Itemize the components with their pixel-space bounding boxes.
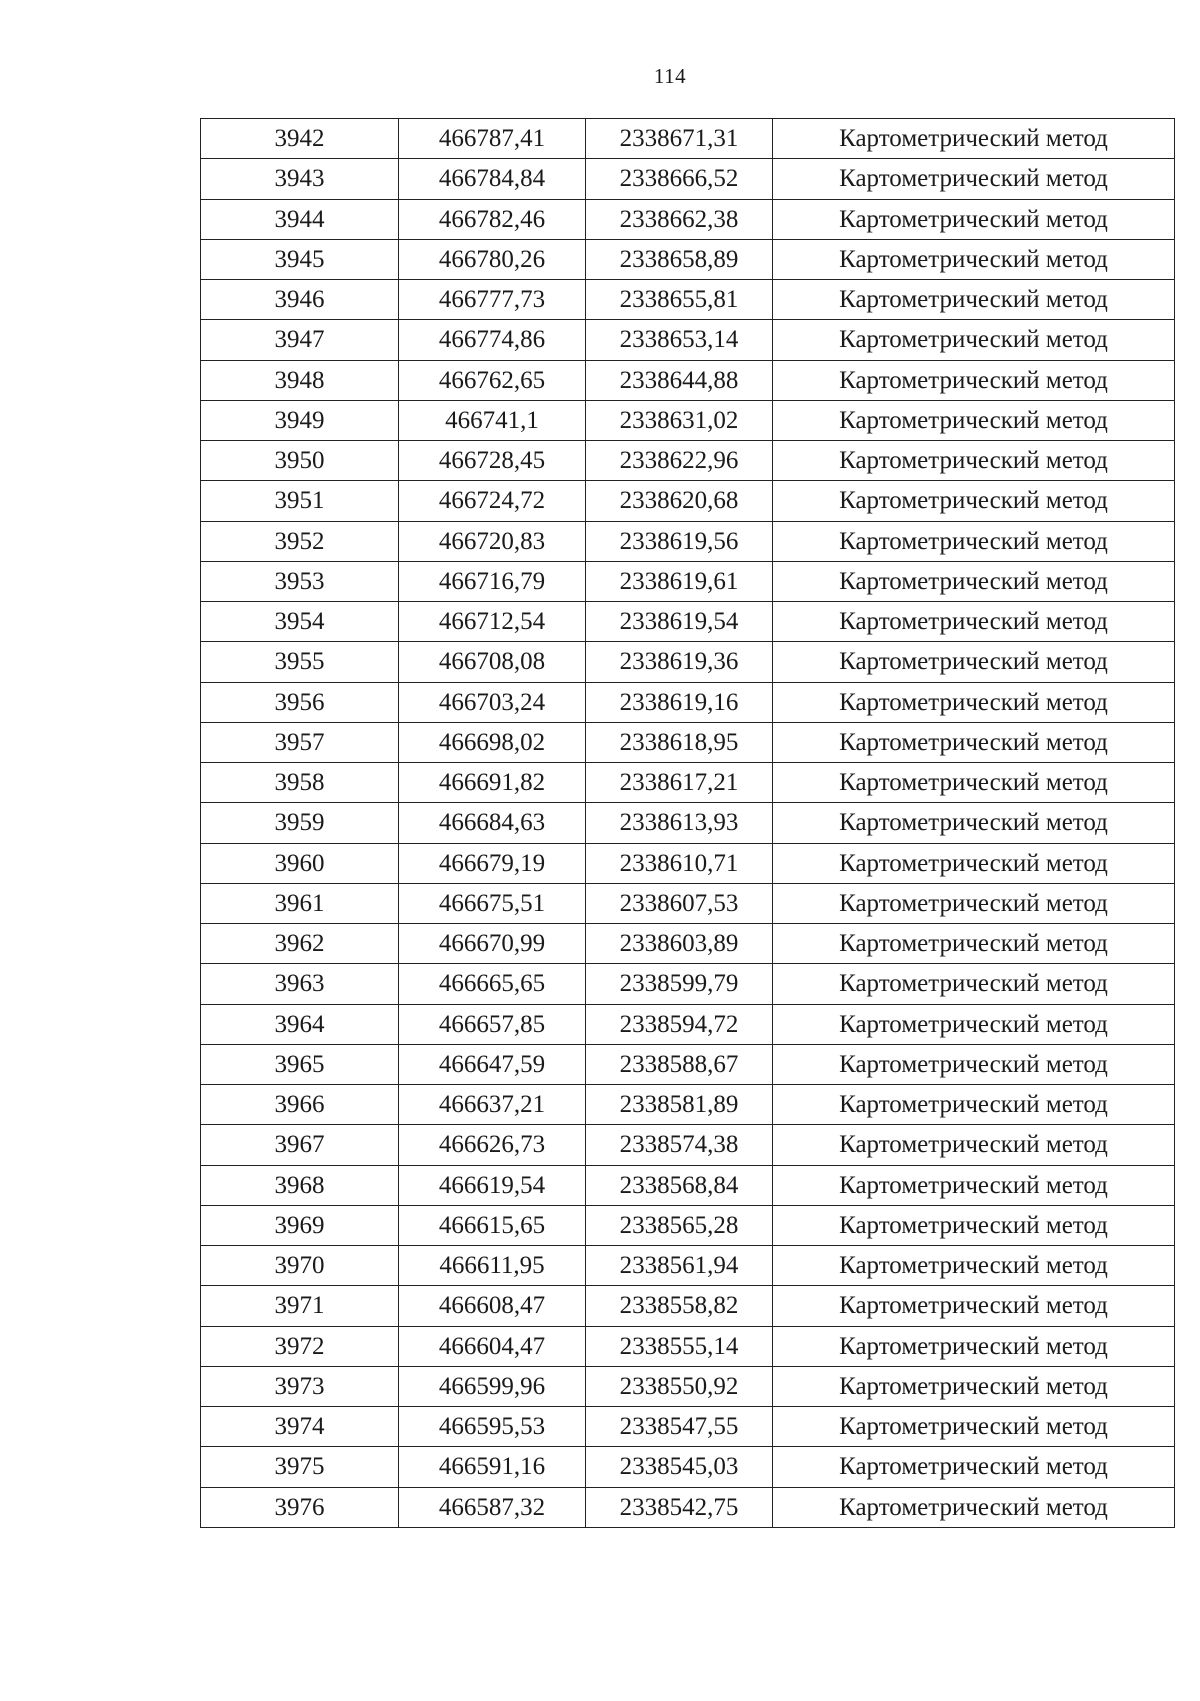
method-cell: Картометрический метод bbox=[773, 1165, 1175, 1205]
x-coordinate-cell: 466780,26 bbox=[399, 239, 586, 279]
method-cell: Картометрический метод bbox=[773, 883, 1175, 923]
x-coordinate-cell: 466657,85 bbox=[399, 1004, 586, 1044]
x-coordinate-cell: 466647,59 bbox=[399, 1044, 586, 1084]
table-row bbox=[201, 481, 1175, 521]
point-number-cell: 3971 bbox=[201, 1286, 399, 1326]
table-row bbox=[201, 924, 1175, 964]
x-coordinate-cell: 466782,46 bbox=[399, 199, 586, 239]
y-coordinate-cell: 2338620,68 bbox=[586, 481, 773, 521]
table-row bbox=[201, 763, 1175, 803]
method-cell: Картометрический метод bbox=[773, 682, 1175, 722]
y-coordinate-cell: 2338603,89 bbox=[586, 924, 773, 964]
y-coordinate-cell: 2338653,14 bbox=[586, 320, 773, 360]
y-coordinate-cell: 2338613,93 bbox=[586, 803, 773, 843]
x-coordinate-cell: 466675,51 bbox=[399, 883, 586, 923]
table-row bbox=[201, 642, 1175, 682]
table-row bbox=[201, 1004, 1175, 1044]
method-cell: Картометрический метод bbox=[773, 119, 1175, 159]
point-number-cell: 3957 bbox=[201, 722, 399, 762]
y-coordinate-cell: 2338581,89 bbox=[586, 1085, 773, 1125]
table-row bbox=[201, 722, 1175, 762]
y-coordinate-cell: 2338671,31 bbox=[586, 119, 773, 159]
y-coordinate-cell: 2338574,38 bbox=[586, 1125, 773, 1165]
method-cell: Картометрический метод bbox=[773, 1125, 1175, 1165]
x-coordinate-cell: 466619,54 bbox=[399, 1165, 586, 1205]
y-coordinate-cell: 2338662,38 bbox=[586, 199, 773, 239]
y-coordinate-cell: 2338561,94 bbox=[586, 1246, 773, 1286]
method-cell: Картометрический метод bbox=[773, 1326, 1175, 1366]
y-coordinate-cell: 2338618,95 bbox=[586, 722, 773, 762]
point-number-cell: 3959 bbox=[201, 803, 399, 843]
x-coordinate-cell: 466591,16 bbox=[399, 1447, 586, 1487]
page-number: 114 bbox=[653, 64, 687, 88]
method-cell: Картометрический метод bbox=[773, 400, 1175, 440]
x-coordinate-cell: 466708,08 bbox=[399, 642, 586, 682]
y-coordinate-cell: 2338558,82 bbox=[586, 1286, 773, 1326]
y-coordinate-cell: 2338588,67 bbox=[586, 1044, 773, 1084]
x-coordinate-cell: 466691,82 bbox=[399, 763, 586, 803]
point-number-cell: 3955 bbox=[201, 642, 399, 682]
method-cell: Картометрический метод bbox=[773, 441, 1175, 481]
y-coordinate-cell: 2338568,84 bbox=[586, 1165, 773, 1205]
table-row bbox=[201, 964, 1175, 1004]
y-coordinate-cell: 2338599,79 bbox=[586, 964, 773, 1004]
point-number-cell: 3967 bbox=[201, 1125, 399, 1165]
y-coordinate-cell: 2338607,53 bbox=[586, 883, 773, 923]
table-row bbox=[201, 1205, 1175, 1245]
method-cell: Картометрический метод bbox=[773, 159, 1175, 199]
point-number-cell: 3965 bbox=[201, 1044, 399, 1084]
x-coordinate-cell: 466762,65 bbox=[399, 360, 586, 400]
point-number-cell: 3962 bbox=[201, 924, 399, 964]
x-coordinate-cell: 466703,24 bbox=[399, 682, 586, 722]
table-row bbox=[201, 1165, 1175, 1205]
y-coordinate-cell: 2338619,61 bbox=[586, 561, 773, 601]
point-number-cell: 3969 bbox=[201, 1205, 399, 1245]
table-row bbox=[201, 1125, 1175, 1165]
method-cell: Картометрический метод bbox=[773, 924, 1175, 964]
table-row bbox=[201, 1447, 1175, 1487]
point-number-cell: 3970 bbox=[201, 1246, 399, 1286]
point-number-cell: 3972 bbox=[201, 1326, 399, 1366]
y-coordinate-cell: 2338555,14 bbox=[586, 1326, 773, 1366]
x-coordinate-cell: 466787,41 bbox=[399, 119, 586, 159]
y-coordinate-cell: 2338619,56 bbox=[586, 521, 773, 561]
point-number-cell: 3956 bbox=[201, 682, 399, 722]
method-cell: Картометрический метод bbox=[773, 803, 1175, 843]
x-coordinate-cell: 466712,54 bbox=[399, 602, 586, 642]
method-cell: Картометрический метод bbox=[773, 1085, 1175, 1125]
y-coordinate-cell: 2338617,21 bbox=[586, 763, 773, 803]
point-number-cell: 3944 bbox=[201, 199, 399, 239]
method-cell: Картометрический метод bbox=[773, 280, 1175, 320]
method-cell: Картометрический метод bbox=[773, 1246, 1175, 1286]
method-cell: Картометрический метод bbox=[773, 722, 1175, 762]
table-row bbox=[201, 199, 1175, 239]
x-coordinate-cell: 466720,83 bbox=[399, 521, 586, 561]
y-coordinate-cell: 2338565,28 bbox=[586, 1205, 773, 1245]
table-row bbox=[201, 1246, 1175, 1286]
y-coordinate-cell: 2338666,52 bbox=[586, 159, 773, 199]
x-coordinate-cell: 466774,86 bbox=[399, 320, 586, 360]
table-row bbox=[201, 602, 1175, 642]
point-number-cell: 3954 bbox=[201, 602, 399, 642]
table-row bbox=[201, 1286, 1175, 1326]
table-row bbox=[201, 883, 1175, 923]
point-number-cell: 3973 bbox=[201, 1366, 399, 1406]
method-cell: Картометрический метод bbox=[773, 602, 1175, 642]
point-number-cell: 3968 bbox=[201, 1165, 399, 1205]
y-coordinate-cell: 2338610,71 bbox=[586, 843, 773, 883]
method-cell: Картометрический метод bbox=[773, 1487, 1175, 1527]
table-row bbox=[201, 239, 1175, 279]
point-number-cell: 3950 bbox=[201, 441, 399, 481]
method-cell: Картометрический метод bbox=[773, 1407, 1175, 1447]
table-row bbox=[201, 1366, 1175, 1406]
y-coordinate-cell: 2338545,03 bbox=[586, 1447, 773, 1487]
x-coordinate-cell: 466684,63 bbox=[399, 803, 586, 843]
method-cell: Картометрический метод bbox=[773, 199, 1175, 239]
table-row bbox=[201, 159, 1175, 199]
y-coordinate-cell: 2338547,55 bbox=[586, 1407, 773, 1447]
point-number-cell: 3952 bbox=[201, 521, 399, 561]
point-number-cell: 3960 bbox=[201, 843, 399, 883]
method-cell: Картометрический метод bbox=[773, 843, 1175, 883]
table-row bbox=[201, 1085, 1175, 1125]
point-number-cell: 3943 bbox=[201, 159, 399, 199]
y-coordinate-cell: 2338644,88 bbox=[586, 360, 773, 400]
x-coordinate-cell: 466637,21 bbox=[399, 1085, 586, 1125]
method-cell: Картометрический метод bbox=[773, 239, 1175, 279]
x-coordinate-cell: 466599,96 bbox=[399, 1366, 586, 1406]
x-coordinate-cell: 466670,99 bbox=[399, 924, 586, 964]
point-number-cell: 3946 bbox=[201, 280, 399, 320]
y-coordinate-cell: 2338631,02 bbox=[586, 400, 773, 440]
method-cell: Картометрический метод bbox=[773, 964, 1175, 1004]
method-cell: Картометрический метод bbox=[773, 320, 1175, 360]
x-coordinate-cell: 466679,19 bbox=[399, 843, 586, 883]
y-coordinate-cell: 2338619,54 bbox=[586, 602, 773, 642]
method-cell: Картометрический метод bbox=[773, 1286, 1175, 1326]
method-cell: Картометрический метод bbox=[773, 1044, 1175, 1084]
table-row bbox=[201, 561, 1175, 601]
method-cell: Картометрический метод bbox=[773, 763, 1175, 803]
table-row bbox=[201, 843, 1175, 883]
method-cell: Картометрический метод bbox=[773, 521, 1175, 561]
table-row bbox=[201, 441, 1175, 481]
y-coordinate-cell: 2338550,92 bbox=[586, 1366, 773, 1406]
table-row bbox=[201, 400, 1175, 440]
point-number-cell: 3975 bbox=[201, 1447, 399, 1487]
method-cell: Картометрический метод bbox=[773, 1366, 1175, 1406]
x-coordinate-cell: 466595,53 bbox=[399, 1407, 586, 1447]
x-coordinate-cell: 466728,45 bbox=[399, 441, 586, 481]
method-cell: Картометрический метод bbox=[773, 1447, 1175, 1487]
point-number-cell: 3976 bbox=[201, 1487, 399, 1527]
table-row bbox=[201, 1044, 1175, 1084]
x-coordinate-cell: 466611,95 bbox=[399, 1246, 586, 1286]
y-coordinate-cell: 2338542,75 bbox=[586, 1487, 773, 1527]
table-row bbox=[201, 521, 1175, 561]
table-row bbox=[201, 682, 1175, 722]
method-cell: Картометрический метод bbox=[773, 1205, 1175, 1245]
point-number-cell: 3953 bbox=[201, 561, 399, 601]
coordinates-table-body bbox=[201, 119, 1175, 1528]
coordinates-table bbox=[200, 118, 1175, 1528]
method-cell: Картометрический метод bbox=[773, 642, 1175, 682]
y-coordinate-cell: 2338594,72 bbox=[586, 1004, 773, 1044]
point-number-cell: 3974 bbox=[201, 1407, 399, 1447]
point-number-cell: 3963 bbox=[201, 964, 399, 1004]
point-number-cell: 3948 bbox=[201, 360, 399, 400]
y-coordinate-cell: 2338622,96 bbox=[586, 441, 773, 481]
x-coordinate-cell: 466724,72 bbox=[399, 481, 586, 521]
point-number-cell: 3945 bbox=[201, 239, 399, 279]
table-row bbox=[201, 1407, 1175, 1447]
x-coordinate-cell: 466777,73 bbox=[399, 280, 586, 320]
point-number-cell: 3947 bbox=[201, 320, 399, 360]
method-cell: Картометрический метод bbox=[773, 360, 1175, 400]
x-coordinate-cell: 466615,65 bbox=[399, 1205, 586, 1245]
x-coordinate-cell: 466741,1 bbox=[399, 400, 586, 440]
x-coordinate-cell: 466784,84 bbox=[399, 159, 586, 199]
y-coordinate-cell: 2338655,81 bbox=[586, 280, 773, 320]
point-number-cell: 3958 bbox=[201, 763, 399, 803]
x-coordinate-cell: 466665,65 bbox=[399, 964, 586, 1004]
table-row bbox=[201, 280, 1175, 320]
y-coordinate-cell: 2338619,36 bbox=[586, 642, 773, 682]
point-number-cell: 3964 bbox=[201, 1004, 399, 1044]
point-number-cell: 3949 bbox=[201, 400, 399, 440]
y-coordinate-cell: 2338619,16 bbox=[586, 682, 773, 722]
method-cell: Картометрический метод bbox=[773, 481, 1175, 521]
table-row bbox=[201, 1487, 1175, 1527]
x-coordinate-cell: 466626,73 bbox=[399, 1125, 586, 1165]
method-cell: Картометрический метод bbox=[773, 561, 1175, 601]
point-number-cell: 3942 bbox=[201, 119, 399, 159]
table-row bbox=[201, 803, 1175, 843]
x-coordinate-cell: 466604,47 bbox=[399, 1326, 586, 1366]
y-coordinate-cell: 2338658,89 bbox=[586, 239, 773, 279]
point-number-cell: 3951 bbox=[201, 481, 399, 521]
x-coordinate-cell: 466608,47 bbox=[399, 1286, 586, 1326]
table-row bbox=[201, 360, 1175, 400]
method-cell: Картометрический метод bbox=[773, 1004, 1175, 1044]
table-row bbox=[201, 119, 1175, 159]
point-number-cell: 3961 bbox=[201, 883, 399, 923]
x-coordinate-cell: 466698,02 bbox=[399, 722, 586, 762]
table-row bbox=[201, 1326, 1175, 1366]
point-number-cell: 3966 bbox=[201, 1085, 399, 1125]
table-row bbox=[201, 320, 1175, 360]
x-coordinate-cell: 466716,79 bbox=[399, 561, 586, 601]
x-coordinate-cell: 466587,32 bbox=[399, 1487, 586, 1527]
